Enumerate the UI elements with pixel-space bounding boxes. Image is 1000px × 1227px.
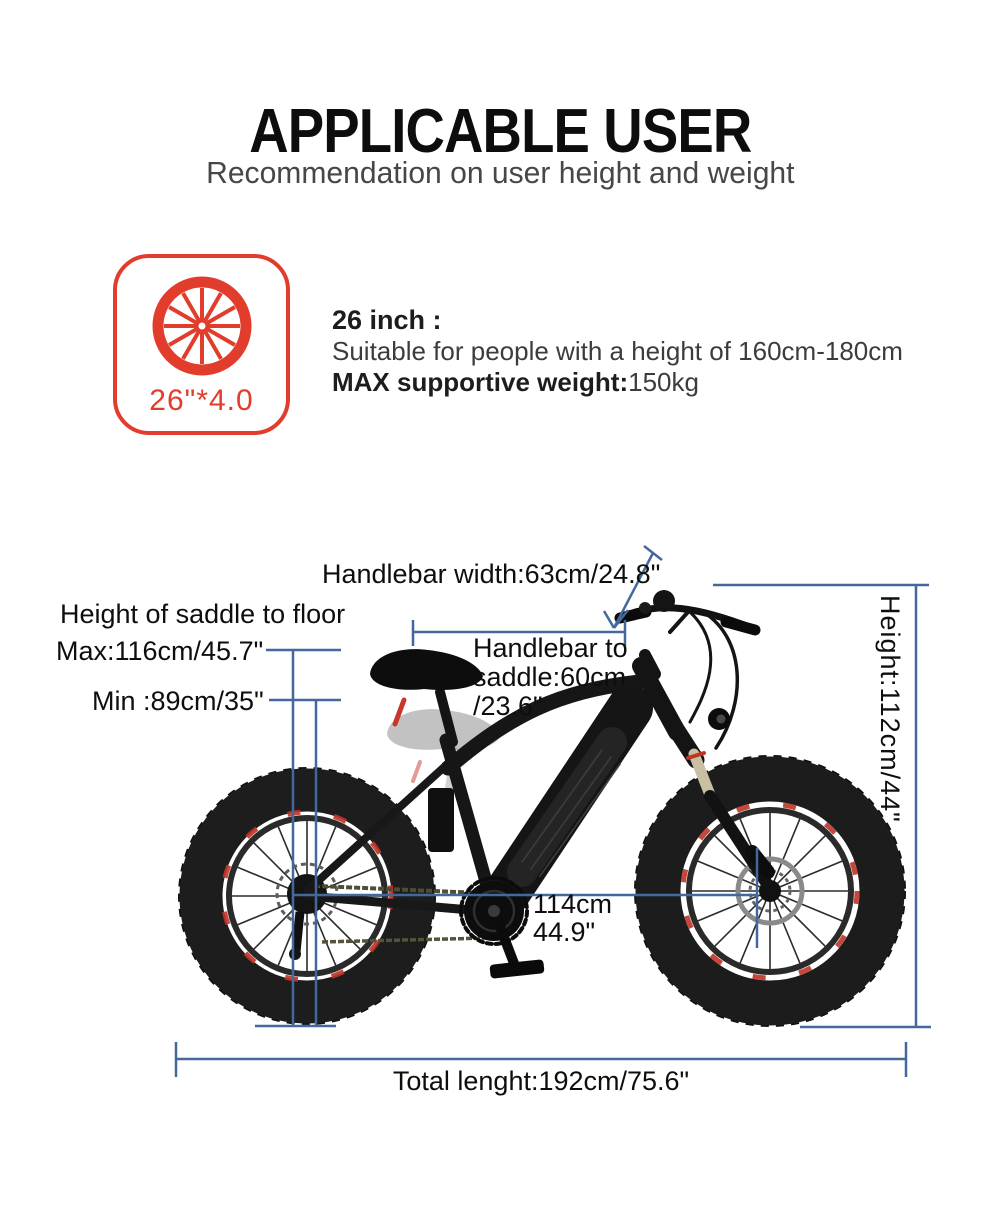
handlebar-to-saddle-line2: saddle:60cm bbox=[473, 662, 627, 692]
pedal bbox=[489, 959, 544, 979]
rear-derailleur bbox=[296, 912, 300, 952]
overall-height-label: Height:112cm/44" bbox=[875, 595, 905, 823]
saddle-floor-heading-label: Height of saddle to floor bbox=[60, 599, 346, 629]
wheelbase-in-label: 44.9" bbox=[533, 917, 596, 947]
spec-size-heading: 26 inch : bbox=[332, 305, 442, 335]
handlebar-to-saddle-label bbox=[473, 634, 628, 721]
total-length-label: Total lenght:192cm/75.6" bbox=[392, 1066, 690, 1096]
wheel-size-label: 26"*4.0 bbox=[149, 384, 254, 417]
handlebar-width-label: Handlebar width:63cm/24.8" bbox=[322, 559, 661, 589]
spec-weight-label: MAX supportive weight: bbox=[332, 367, 629, 397]
saddle bbox=[370, 649, 483, 690]
shifter-cable bbox=[690, 612, 711, 722]
handlebar-to-saddle-line3: /23.6" bbox=[473, 691, 543, 721]
wheelbase-cm-label: 114cm bbox=[533, 889, 613, 919]
saddle-floor-min-label: Min :89cm/35" bbox=[92, 686, 264, 716]
spec-height-range: Suitable for people with a height of 160cm-180cm bbox=[332, 336, 903, 366]
page-title: APPLICABLE USER bbox=[248, 97, 752, 166]
handlebar-to-saddle-line1: Handlebar to bbox=[473, 633, 628, 663]
controller-box bbox=[428, 788, 454, 852]
page-subtitle: Recommendation on user height and weight bbox=[205, 155, 795, 190]
saddle-floor-max-label: Max:116cm/45.7" bbox=[56, 636, 264, 666]
spec-weight-value: 150kg bbox=[628, 367, 699, 397]
